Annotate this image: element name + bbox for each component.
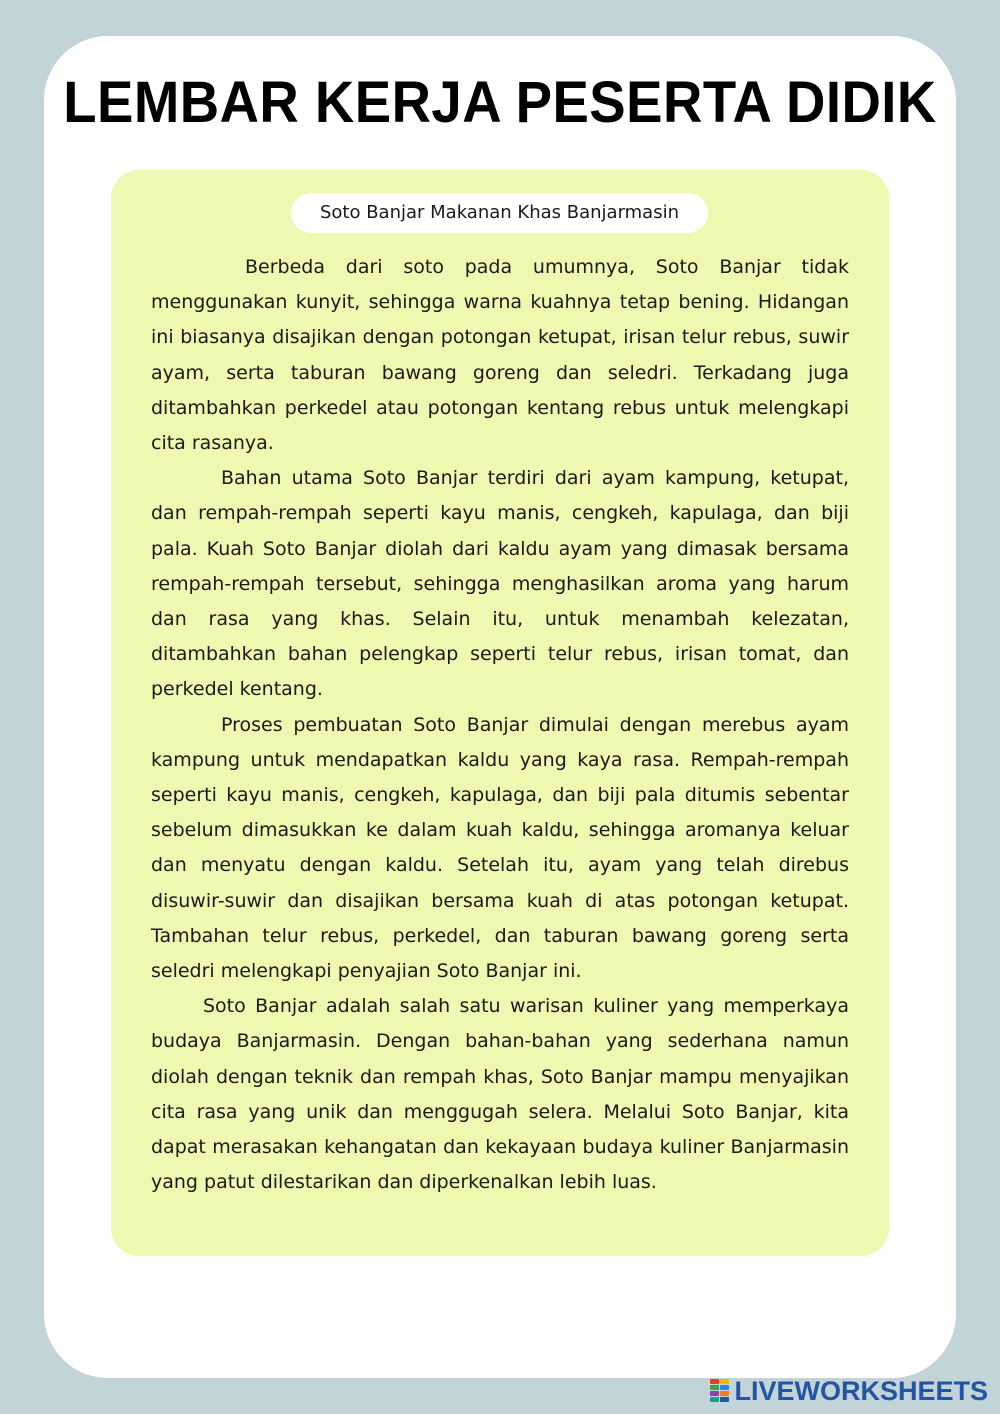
paragraph-4: Soto Banjar adalah salah satu warisan kuliner yang memperkaya budaya Banjarmasin. Dengan bahan-bahan yang sederhana namun diolah dengan teknik dan rempah khas, Soto Banjar mampu menyajikan cita rasa yang unik dan menggugah selera. Melalui Soto Banjar, kita dapat merasakan kehangatan dan kekayaan budaya kuliner Banjarmasin yang patut dilestarikan dan diperkenalkan lebih luas. [151,995,849,1194]
brand-logo[interactable] [710,1376,988,1406]
brand-name: LIVEWORKSHEETS [734,1376,988,1406]
article-body [151,250,849,1200]
paragraph-2: Bahan utama Soto Banjar terdiri dari ayam kampung, ketupat, dan rempah-rempah seperti kayu manis, cengkeh, kapulaga, dan biji pala. Kuah Soto Banjar diolah dari kaldu ayam yang dimasak bersama rempah-rempah tersebut, sehingga menghasilkan aroma yang harum dan rasa yang khas. Selain itu, untuk menambah kelezatan, ditambahkan bahan pelengkap seperti telur rebus, irisan tomat, dan perkedel kentang. [151,467,849,701]
paragraph-3: Proses pembuatan Soto Banjar dimulai dengan merebus ayam kampung untuk mendapatkan kaldu yang kaya rasa. Rempah-rempah seperti kayu manis, cengkeh, kapulaga, dan biji pala ditumis sebentar sebelum dimasukkan ke dalam kuah kaldu, sehingga aromanya keluar dan menyatu dengan kaldu. Setelah itu, ayam yang telah direbus disuwir-suwir dan disajikan bersama kuah di atas potongan ketupat. Tambahan telur rebus, perkedel, dan taburan bawang goreng serta seledri melengkapi penyajian Soto Banjar ini. [151,713,849,983]
page-title: LEMBAR KERJA PESERTA DIDIK [63,70,937,135]
paragraph-1: Berbeda dari soto pada umumnya, Soto Banjar tidak menggunakan kunyit, sehingga warna kuahnya tetap bening. Hidangan ini biasanya disajikan dengan potongan ketupat, irisan telur rebus, suwir ayam, serta taburan bawang goreng dan seledri. Terkadang juga ditambahkan perkedel atau potongan kentang rebus untuk melengkapi cita rasanya. [151,256,849,455]
article-subtitle: Soto Banjar Makanan Khas Banjarmasin [291,193,708,233]
liveworksheets-logo-icon [710,1379,730,1403]
